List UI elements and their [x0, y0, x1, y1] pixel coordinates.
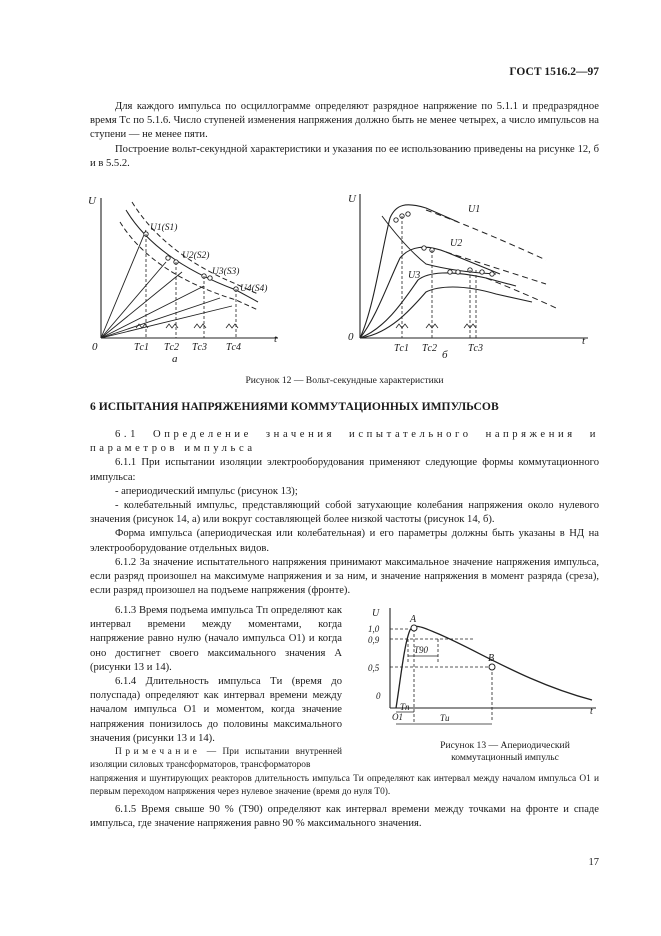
curve-label-u3: U3: [408, 270, 421, 281]
section-6-text-bottom: [90, 803, 599, 831]
tick-tc1: Tс1: [394, 343, 409, 354]
sub-label-a: а: [172, 353, 178, 365]
u-axis-label: U: [88, 195, 96, 207]
label-t90: T90: [414, 645, 429, 655]
label-tp: Tп: [400, 702, 410, 712]
curve-label-u3: U3(S3): [212, 267, 240, 277]
clause-6-1-4: 6.1.4 Длительность импульса Tи (время до полуспада) определяют как интервал времени между началом импульса O1 и моментом, когда значение напряжения понизилось до половины максимального значения (рисунки 13 и 14).: [90, 676, 342, 744]
clause-6-1-1-item-1: - апериодический импульс (рисунок 13);: [115, 485, 298, 497]
note-text-end: напряжения и шунтирующих реакторов длительность импульса Tи определяют как интервал между началом импульса O1 и первым переходом напряжения через нулевое значение (время до нуля T0).: [90, 774, 599, 797]
tick-tc3: Tс3: [468, 343, 483, 354]
standard-header: ГОСТ 1516.2—97: [509, 66, 599, 78]
origin-label: 0: [348, 331, 354, 343]
t-axis-label: t: [274, 333, 278, 345]
tick-tc2: Tс2: [164, 342, 179, 353]
y-tick-0: 0: [376, 691, 381, 701]
label-tu: Tи: [440, 713, 450, 723]
test-points: [394, 212, 494, 276]
tick-tc1: Tс1: [134, 342, 149, 353]
intro-paragraph-2: Построение вольт-секундной характеристики и указания по ее использованию приведены на рисунке 12, б и в 5.5.2.: [90, 143, 599, 169]
clause-6-1-1-item-2: - колебательный импульс, представляющий собой затухающие колебания напряжения около нулевого значения (рисунок 14, а) или вокруг составляющей более низкой частоты (рисунок 14, б).: [90, 500, 599, 526]
clause-6-1-5: 6.1.5 Время свыше 90 % (T90) определяют как интервал времени между точками на фронте и спаде импульса, где значение напряжения равно 90 % максимального значения.: [90, 804, 599, 830]
tick-tc3: Tс3: [192, 342, 207, 353]
curve-label-u4: U4(S4): [240, 284, 268, 294]
clause-6-1-3: 6.1.3 Время подъема импульса Tп определяют как интервал времени между моментами, когда напряжение равно нулю (начало импульса O1) и когда оно достигнет своего максимального значения A (рисунки 13 и 14).: [90, 605, 342, 673]
impulse-fronts: [101, 230, 232, 338]
clause-6-1-1: 6.1.1 При испытании изоляции электрооборудования применяют следующие формы коммутационного импульса:: [90, 457, 599, 483]
y-tick-0-9: 0,9: [368, 635, 380, 645]
section-6-text-top: [90, 428, 599, 598]
note-heading: Примечание: [115, 747, 201, 758]
curve-label-u1: U1(S1): [150, 223, 178, 233]
figure-12-caption: Рисунок 12 — Вольт-секундные характеристики: [245, 375, 444, 386]
y-tick-1-0: 1,0: [368, 624, 380, 634]
u-axis-label: U: [372, 608, 380, 619]
clause-6-1-2: 6.1.2 За значение испытательного напряжения принимают максимальное значение напряжения импульса, если разряд произошел на максимуме напряжения и за ним, и значение напряжения в момент разряда (среза), если разряд произошел на подъеме напряжения (фронте).: [90, 556, 599, 597]
intro-paragraph-1: Для каждого импульса по осциллограмме определяют разрядное напряжение по 5.1.1 и предразрядное время Tс по 5.1.6. Число ступеней изменения напряжения должно быть не менее четырех, а число импульсов на ступени — не менее пяти.: [90, 101, 599, 141]
curve-label-u2: U2: [450, 238, 463, 249]
tick-tc2: Tс2: [422, 343, 437, 354]
figure-12a: [86, 190, 286, 365]
tick-tc4: Tс4: [226, 342, 241, 353]
page-number: 17: [588, 857, 599, 868]
point-b: [489, 664, 495, 670]
tc-drop-lines: [146, 234, 236, 338]
t-axis-label: t: [590, 706, 593, 717]
note-text-start: — При испытании внутренней изоляции силовых трансформаторов, трансформаторов: [90, 747, 342, 771]
label-a: A: [410, 614, 417, 625]
u-axis-label: U: [348, 193, 356, 205]
clause-6-1-1-note: Форма импульса (апериодическая или колебательная) и его параметры должны быть указаны в НД на электрооборудование отдельных видов.: [90, 528, 599, 554]
note-continuation: [90, 773, 599, 799]
figure-12b: [346, 188, 596, 366]
curve-label-u1: U1: [468, 204, 481, 215]
figure-13: [364, 604, 600, 734]
section-title: 6 ИСПЫТАНИЯ НАПРЯЖЕНИЯМИ КОММУТАЦИОННЫХ ИМПУЛЬСОВ: [90, 400, 499, 413]
intro-text: [90, 100, 599, 171]
clause-6-1: 6.1 Определение значения испытательного напряжения и параметров импульса: [90, 429, 599, 455]
label-o1: O1: [392, 712, 403, 722]
figure-13-caption: Рисунок 13 — Апериодический коммутационный импульс: [440, 740, 570, 763]
sub-label-b: б: [442, 349, 448, 361]
section-6-text-left: [90, 604, 342, 772]
origin-label: 0: [92, 341, 98, 353]
label-b: B: [488, 653, 495, 664]
y-tick-0-5: 0,5: [368, 663, 380, 673]
dashed-envelopes: [426, 210, 556, 308]
test-points: [144, 232, 238, 291]
zigzag-marks: [396, 324, 476, 328]
note-first-line: [90, 746, 342, 772]
t-axis-label: t: [582, 335, 586, 347]
point-a: [411, 625, 417, 631]
curve-label-u2: U2(S2): [182, 251, 210, 261]
